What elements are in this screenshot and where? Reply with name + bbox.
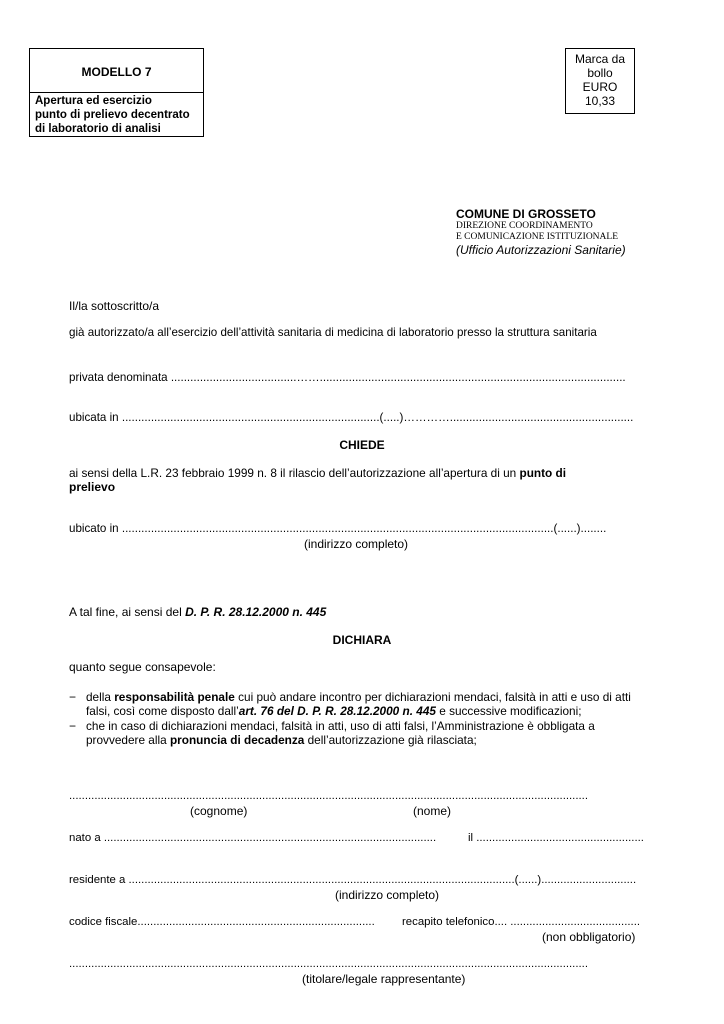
residente-a-field: residente a ..........................................................................................................................(......).............................. [69, 874, 637, 886]
name-dotted-line: .................................................................................................................................................................... [69, 790, 589, 802]
nato-a-field: nato a ......................................................................................................... [69, 832, 437, 844]
residente-indirizzo-caption: (indirizzo completo) [335, 888, 440, 902]
a-tal-fine-text: A tal fine, ai sensi del [69, 605, 186, 619]
marca-line-2: bollo [587, 66, 613, 80]
bullet-1-text-c: cui può andare incontro per dichiarazioni mendaci, falsità in atti e uso di atti [234, 690, 631, 704]
gia-autorizzato-line: già autorizzato/a all’esercizio dell’attività sanitaria di medicina di laboratorio presso la struttura sanitaria [69, 326, 597, 339]
responsabilita-penale: responsabilità penale [114, 690, 235, 704]
non-obbligatorio-caption: (non obbligatorio) [542, 930, 636, 944]
quanto-segue-line: quanto segue consapevole: [69, 660, 216, 674]
bullet-1-text-d: falsi, così come disposto dall’ [86, 704, 239, 718]
modello-subtitle-line-3: di laboratorio di analisi [35, 123, 161, 135]
dpr-reference: D. P. R. 28.12.2000 n. 445 [185, 605, 327, 619]
art-76-reference: art. 76 del D. P. R. 28.12.2000 n. 445 [238, 704, 436, 718]
bullet-1-line-2 [86, 704, 582, 718]
recipient-dept-line-2: E COMUNICAZIONE ISTITUZIONALE [456, 232, 619, 242]
modello-subtitle-line-2: punto di prelievo decentrato [35, 109, 190, 121]
nome-caption: (nome) [413, 804, 452, 818]
recipient-dept-line-1: DIREZIONE COORDINAMENTO [456, 221, 593, 231]
ai-sensi-line [69, 466, 566, 480]
modello-subtitle-line-1: Apertura ed esercizio [35, 95, 152, 107]
bullet-1-marker: − [69, 690, 77, 704]
marca-line-1: Marca da [574, 52, 626, 66]
recapito-telefonico-field: recapito telefonico.... ......................................... [402, 916, 641, 928]
marca-line-4: 10,33 [584, 94, 616, 108]
recipient-office: (Ufficio Autorizzazioni Sanitarie) [456, 243, 626, 257]
ai-sensi-text: ai sensi della L.R. 23 febbraio 1999 n. 8 il rilascio dell’autorizzazione all’apertura di un [69, 466, 520, 480]
cognome-caption: (cognome) [190, 804, 248, 818]
modello-box [29, 48, 204, 137]
marca-da-bollo-box [565, 48, 635, 114]
bullet-2-text-d: dell’autorizzazione già rilasciata; [304, 733, 477, 747]
privata-denominata-line: privata denominata .......................................……............................................................................................... [69, 371, 626, 384]
titolare-caption: (titolare/legale rappresentante) [302, 972, 466, 986]
marca-line-3: EURO [582, 80, 618, 94]
sottoscritto-line: Il/la sottoscritto/a [69, 299, 160, 313]
dichiara-heading: DICHIARA [332, 633, 392, 647]
codice-fiscale-field: codice fiscale........................................................................... [69, 916, 375, 928]
bullet-1-text-a: della [86, 690, 115, 704]
ubicato-indirizzo-caption: (indirizzo completo) [304, 537, 409, 551]
bullet-2-marker: − [69, 719, 77, 733]
bullet-2-line-2 [86, 733, 477, 747]
bullet-2-text-b: provvedere alla [86, 733, 170, 747]
chiede-heading: CHIEDE [339, 438, 385, 452]
modello-title: MODELLO 7 [81, 65, 152, 79]
punto-di-text: punto di [519, 466, 567, 480]
recipient-name: COMUNE DI GROSSETO [456, 207, 596, 221]
bullet-1-text-f: e successive modificazioni; [435, 704, 582, 718]
ubicato-in-line: ubicato in ......................................................................................................................................(......)........ [69, 522, 607, 535]
bullet-2-line-1: che in caso di dichiarazioni mendaci, falsità in atti, uso di atti falsi, l’Amministrazione è obbligata a [86, 719, 595, 733]
a-tal-fine-line [69, 605, 326, 619]
pronuncia-di-decadenza: pronuncia di decadenza [169, 733, 305, 747]
bullet-1-line-1 [86, 690, 631, 704]
titolare-dotted-line: .................................................................................................................................................................... [69, 958, 589, 970]
prelievo-text: prelievo [69, 480, 116, 494]
ubicata-in-line: ubicata in ................................................................................(.....)…………......................................................... [69, 411, 634, 424]
il-field: il ..................................................... [468, 832, 644, 844]
